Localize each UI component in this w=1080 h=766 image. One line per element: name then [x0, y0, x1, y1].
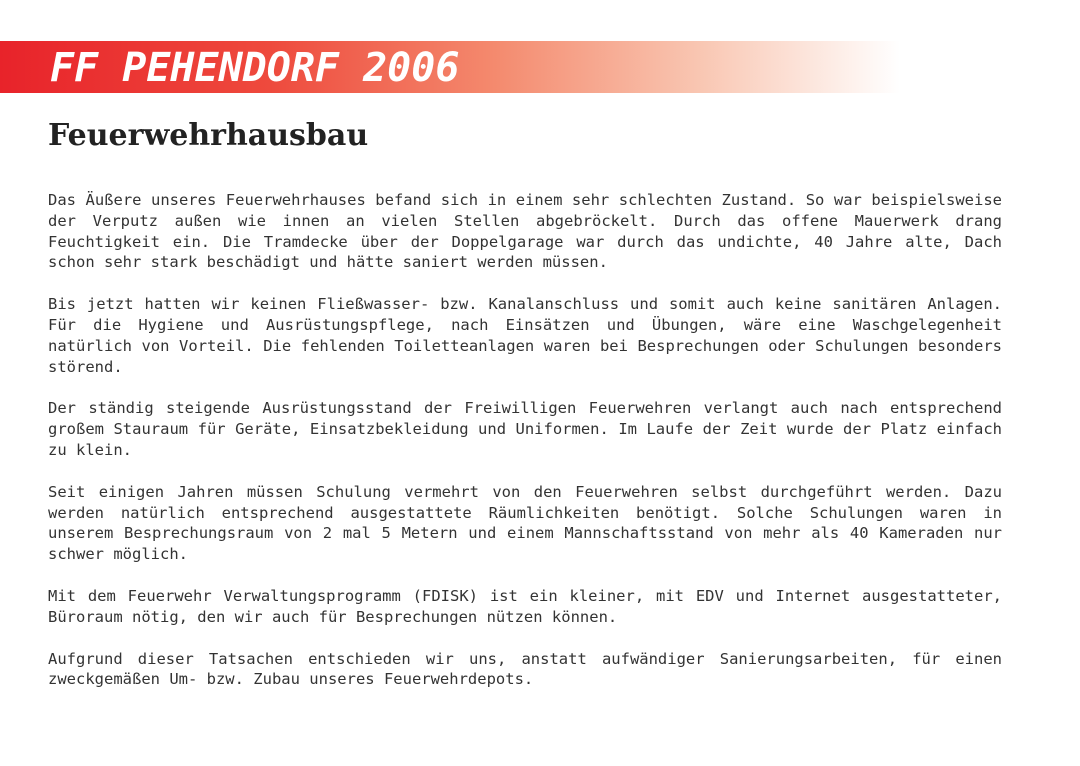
banner-title: FF PEHENDORF 2006 [50, 45, 460, 91]
paragraph-exterior-condition: Das Äußere unseres Feuerwehrhauses befand sich in einem sehr schlechten Zustand. So war beispielsweise der Verputz außen wie innen an vielen Stellen abgebröckelt. Durch das offene Mauerwerk drang Feuchtigkeit ein. Die Tramdecke über der Doppelgarage war durch das undichte, 40 Jahre alte, Dach schon sehr stark beschädigt und hätte saniert werden müssen. [48, 191, 1002, 272]
article-body [48, 190, 1002, 711]
paragraph-office: Mit dem Feuerwehr Verwaltungsprogramm (FDISK) ist ein kleiner, mit EDV und Internet ausgestatteter, Büroraum nötig, den wir auch für Besprechungen nützen können. [48, 586, 1002, 626]
page-title: Feuerwehrhausbau [48, 118, 369, 153]
paragraph-sanitary: Bis jetzt hatten wir keinen Fließwasser- bzw. Kanalanschluss und somit auch keine sanitären Anlagen. Für die Hygiene und Ausrüstungspflege, nach Einsätzen und Übungen, wäre eine Waschgelegenheit natürlich von Vorteil. Die fehlenden Toiletteanlagen waren bei Besprechungen oder Schulungen besonders störend. [48, 295, 1002, 376]
paragraph-decision: Aufgrund dieser Tatsachen entschieden wir uns, anstatt aufwändiger Sanierungsarbeiten, für einen zweckgemäßen Um- bzw. Zubau unseres Feuerwehrdepots. [48, 649, 1002, 689]
paragraph-storage: Der ständig steigende Ausrüstungsstand der Freiwilligen Feuerwehren verlangt auch nach entsprechend großem Stauraum für Geräte, Einsatzbekleidung und Uniformen. Im Laufe der Zeit wurde der Platz einfach zu klein. [48, 399, 1002, 459]
paragraph-training: Seit einigen Jahren müssen Schulung vermehrt von den Feuerwehren selbst durchgeführt werden. Dazu werden natürlich entsprechend ausgestattete Räumlichkeiten benötigt. Solche Schulungen waren in unserem Besprechungsraum von 2 mal 5 Metern und einem Mannschaftsstand von mehr als 40 Kameraden nur schwer möglich. [48, 482, 1002, 564]
